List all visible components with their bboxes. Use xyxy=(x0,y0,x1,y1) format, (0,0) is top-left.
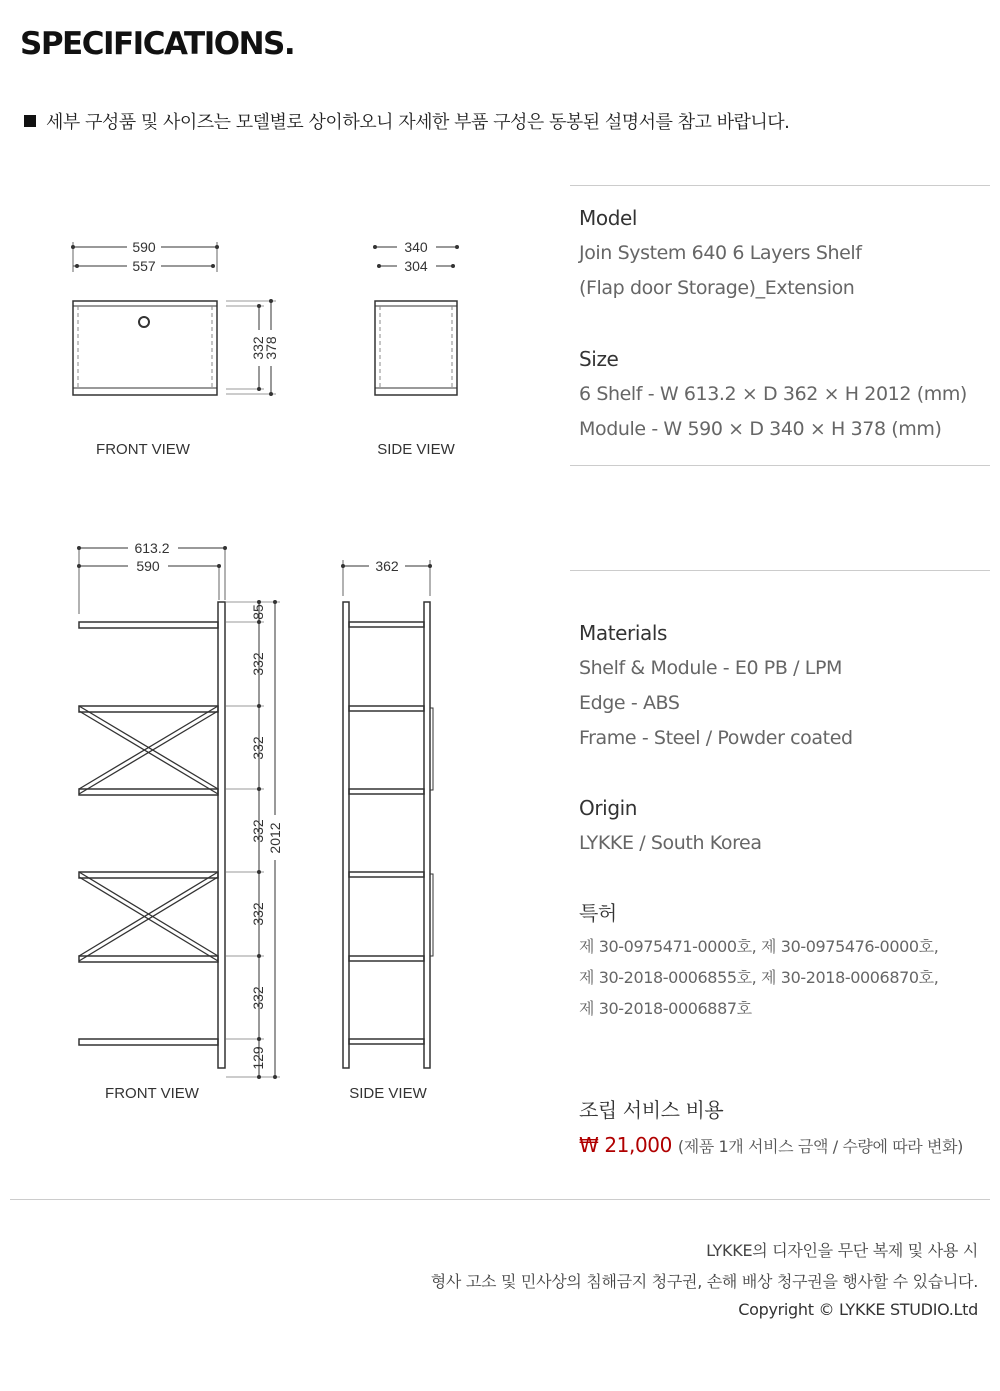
footer-line: 형사 고소 및 민사상의 침해금지 청구권, 손해 배상 청구권을 행사할 수 있습니다. xyxy=(430,1272,978,1291)
dim-top-gap: 85 xyxy=(250,604,266,620)
front-view-label: FRONT VIEW xyxy=(105,1085,199,1102)
page-title: SPECIFICATIONS. xyxy=(20,26,295,62)
module-diagram xyxy=(0,230,560,470)
origin-line: LYKKE / South Korea xyxy=(579,832,762,854)
square-bullet-icon xyxy=(24,115,36,127)
dim-shelf-gap: 332 xyxy=(250,986,266,1010)
footer-line: LYKKE의 디자인을 무단 복제 및 사용 시 xyxy=(706,1241,978,1260)
dim-outer-depth: 340 xyxy=(404,239,428,255)
patent-heading: 특허 xyxy=(579,901,617,925)
front-view-label: FRONT VIEW xyxy=(96,441,190,458)
shelf-diagram xyxy=(0,530,560,1110)
notice xyxy=(24,108,789,134)
service-price: ₩ 21,000 xyxy=(579,1133,672,1157)
patent-line: 제 30-0975471-0000호, 제 30-0975476-0000호, xyxy=(579,937,939,956)
dim-total-height: 2012 xyxy=(267,822,283,854)
materials-line: Shelf & Module - E0 PB / LPM xyxy=(579,657,843,679)
service-price-note: (제품 1개 서비스 금액 / 수량에 따라 변화) xyxy=(677,1137,963,1156)
dim-shelf-gap: 332 xyxy=(250,902,266,926)
divider xyxy=(570,185,990,186)
service-heading: 조립 서비스 비용 xyxy=(579,1098,724,1122)
model-line: (Flap door Storage)_Extension xyxy=(579,277,855,299)
divider xyxy=(570,570,990,571)
materials-line: Frame - Steel / Powder coated xyxy=(579,727,853,749)
dim-inner-depth: 304 xyxy=(404,258,428,274)
dim-inner-width: 557 xyxy=(132,258,156,274)
side-view-label: SIDE VIEW xyxy=(377,441,455,458)
spec-model-size xyxy=(579,201,967,447)
spec-materials xyxy=(579,616,938,1024)
dim-outer-height: 378 xyxy=(263,336,279,360)
dim-shelf-gap: 332 xyxy=(250,652,266,676)
patent-line: 제 30-2018-0006855호, 제 30-2018-0006870호, xyxy=(579,968,939,987)
size-heading: Size xyxy=(579,347,619,371)
divider xyxy=(570,465,990,466)
origin-heading: Origin xyxy=(579,796,638,820)
assembly-service xyxy=(579,1093,963,1164)
materials-line: Edge - ABS xyxy=(579,692,680,714)
dim-shelf-gap: 332 xyxy=(250,819,266,843)
materials-heading: Materials xyxy=(579,621,668,645)
dim-total-width: 613.2 xyxy=(134,540,170,556)
dim-bottom-gap: 129 xyxy=(250,1046,266,1070)
side-view-label: SIDE VIEW xyxy=(349,1085,427,1102)
dim-shelf-gap: 332 xyxy=(250,736,266,760)
model-heading: Model xyxy=(579,206,638,230)
size-line: Module - W 590 × D 340 × H 378 (mm) xyxy=(579,418,942,440)
copyright: Copyright © LYKKE STUDIO.Ltd xyxy=(738,1300,978,1319)
dim-module-width: 590 xyxy=(136,558,160,574)
dim-inner-height: 332 xyxy=(250,336,266,360)
divider xyxy=(10,1199,990,1200)
patent-line: 제 30-2018-0006887호 xyxy=(579,999,752,1018)
size-line: 6 Shelf - W 613.2 × D 362 × H 2012 (mm) xyxy=(579,383,967,405)
dim-outer-width: 590 xyxy=(132,239,156,255)
dim-depth: 362 xyxy=(375,558,399,574)
model-line: Join System 640 6 Layers Shelf xyxy=(579,242,862,264)
notice-text: 세부 구성품 및 사이즈는 모델별로 상이하오니 자세한 부품 구성은 동봉된 설명서를 참고 바랍니다. xyxy=(46,112,790,133)
